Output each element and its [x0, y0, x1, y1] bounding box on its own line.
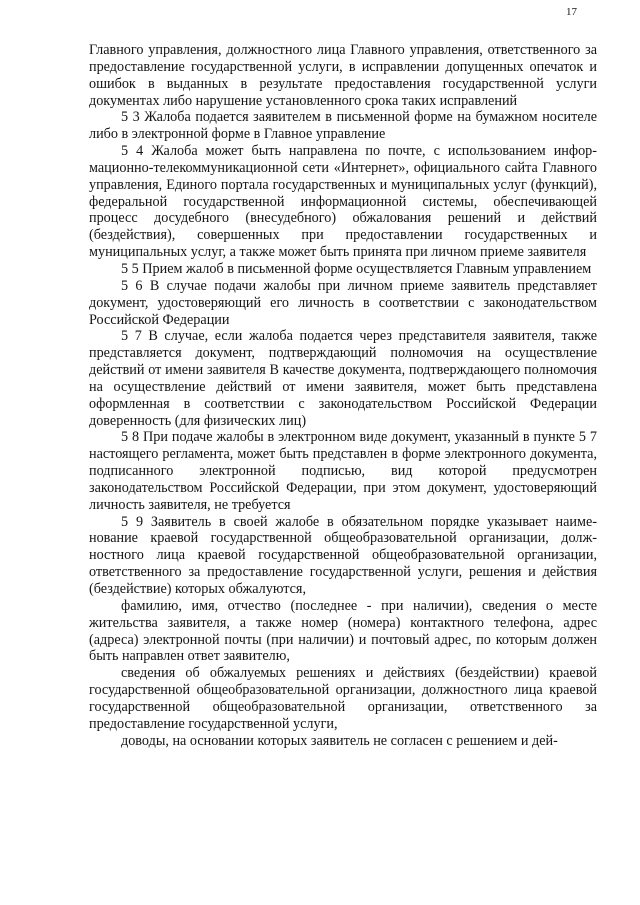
list-item-appealed-decisions: сведения об обжалуемых решениях и действиях (бездействии) краевой государственной общеобразовательной организации, должностного лица краевой государственной общеобразовательной организации, ответственного за предоставление государственной услуги,	[89, 665, 597, 732]
list-item-applicant-details: фамилию, имя, отчество (последнее - при наличии), сведения о месте жительства заявителя, а также номер (номера) контактного телефона, адрес (адреса) электронной почты (при наличии) и почтовый адрес, по которым должен быть направлен ответ заявителю,	[89, 597, 597, 665]
paragraph-5-8: 5 8 При подаче жалобы в электронном виде документ, указанный в пункте 5 7 настоящего регламента, может быть представлен в форме электронного документа, подписанного электронной подписью, вид которой предусмотрен законодательством Российской Федерации, при этом документ, удостоверяющий личность заявителя, не требуется	[89, 429, 597, 513]
page-number: 17	[566, 6, 577, 18]
body-text	[89, 42, 597, 749]
paragraph-5-3: 5 3 Жалоба подается заявителем в письменной форме на бумажном носителе либо в электронной форме в Главное управление	[89, 109, 597, 143]
paragraph-5-9: 5 9 Заявитель в своей жалобе в обязательном порядке указывает наименование краевой государственной общеобразовательной организации, должностного лица краевой государственной общеобразовательной организации, ответственного за предоставление государственной услуги, решения и действия (бездействие) которых обжалуются,	[89, 513, 597, 597]
paragraph-continuation: Главного управления, должностного лица Главного управления, ответственного за предоставление государственной услуги, в исправлении допущенных опечаток и ошибок в выданных в результате предоставления государственной услуги документах либо нарушение установленного срока таких исправлений	[89, 42, 597, 109]
paragraph-5-5: 5 5 Прием жалоб в письменной форме осуществляется Главным управлением	[121, 260, 592, 277]
paragraph-5-4: 5 4 Жалоба может быть направлена по почте, с использованием информационно-телекоммуникационной сети «Интернет», официального сайта Главного управления, Единого портала государственных и муниципальных услуг (функций), федеральной государственной информационной системы, обеспечивающей процесс досудебного (внесудебного) обжалования решений и действий (бездействия), совершенных при предоставлении государственных и муниципальных услуг, а также может быть принята при личном приеме заявителя	[89, 143, 597, 261]
paragraph-5-7: 5 7 В случае, если жалоба подается через представителя заявителя, также представляется документ, подтверждающий полномочия на осуществление действий от имени заявителя В качестве документа, подтверждающего полномочия на осуществление действий от имени заявителя, может быть представлена оформленная в соответствии с законодательством Российской Федерации доверенность (для физических лиц)	[89, 328, 597, 429]
list-item-arguments: доводы, на основании которых заявитель не согласен с решением и дей-	[121, 732, 558, 749]
paragraph-5-6: 5 6 В случае подачи жалобы при личном приеме заявитель представляет документ, удостоверяющий его личность в соответствии с законодательством Российской Федерации	[89, 277, 597, 328]
